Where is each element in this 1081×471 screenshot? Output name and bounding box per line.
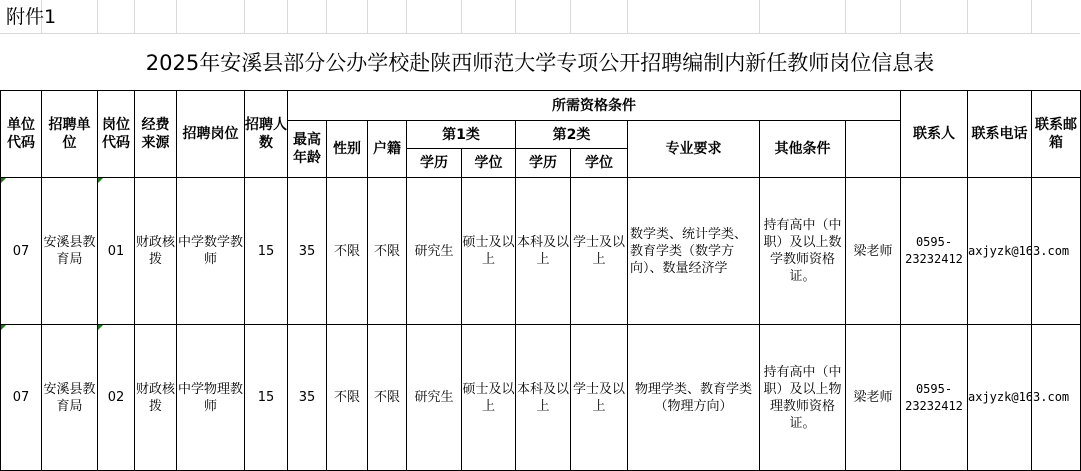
header-cat1-edu: 学历	[407, 149, 462, 178]
table-row	[1, 178, 1081, 325]
header-household: 户籍	[368, 121, 407, 178]
header-qualifications: 所需资格条件	[288, 91, 901, 121]
post-code-cell: 01	[98, 178, 135, 325]
header-unit-code: 单位代码	[1, 91, 42, 178]
header-cat2-degree: 学位	[571, 149, 628, 178]
header-post: 招聘岗位	[177, 91, 245, 178]
header-other: 其他条件	[760, 121, 846, 178]
header-phone: 联系电话	[968, 91, 1032, 178]
phone-cell: 0595-23232412	[901, 178, 968, 325]
cat1-degree-cell: 硕士及以上	[462, 325, 516, 471]
table-row	[1, 325, 1081, 471]
header-count: 招聘人数	[245, 91, 288, 178]
header-unit: 招聘单位	[42, 91, 98, 178]
post-code-cell: 02	[98, 325, 135, 471]
household-cell: 不限	[368, 325, 407, 471]
contact-cell: 梁老师	[846, 325, 901, 471]
unit-cell: 安溪县教育局	[42, 325, 98, 471]
header-email: 联系邮箱	[1032, 91, 1081, 178]
header-max-age: 最高年龄	[288, 121, 327, 178]
post-cell: 中学物理教师	[177, 325, 245, 471]
gender-cell: 不限	[327, 325, 368, 471]
max-age-cell: 35	[288, 325, 327, 471]
header-cat1-degree: 学位	[462, 149, 516, 178]
phone-cell: 0595-23232412	[901, 325, 968, 471]
cat2-edu-cell: 本科及以上	[516, 178, 571, 325]
cat2-degree-cell: 学士及以上	[571, 325, 628, 471]
household-cell: 不限	[368, 178, 407, 325]
major-cell: 物理学类、教育学类（物理方向）	[628, 325, 760, 471]
count-cell: 15	[245, 325, 288, 471]
cat1-edu-cell: 研究生	[407, 325, 462, 471]
other-cell: 持有高中（中职）及以上物理教师资格证。	[760, 325, 846, 471]
cat1-edu-cell: 研究生	[407, 178, 462, 325]
header-contact: 联系人	[901, 91, 968, 178]
cat2-degree-cell: 学士及以上	[571, 178, 628, 325]
header-cat2-edu: 学历	[516, 149, 571, 178]
attachment-label: 附件1	[6, 6, 57, 28]
gender-cell: 不限	[327, 178, 368, 325]
max-age-cell: 35	[288, 178, 327, 325]
unit-cell: 安溪县教育局	[42, 178, 98, 325]
header-gender: 性别	[327, 121, 368, 178]
email-cell: axjyzk@163.com	[968, 325, 1032, 471]
header-category-1: 第1类	[407, 121, 516, 149]
unit-code-cell: 07	[1, 178, 42, 325]
page-title: 2025年安溪县部分公办学校赴陕西师范大学专项公开招聘编制内新任教师岗位信息表	[145, 51, 935, 75]
fund-cell: 财政核拨	[135, 325, 177, 471]
header-category-2: 第2类	[516, 121, 628, 149]
job-info-table	[0, 90, 1081, 471]
header-post-code: 岗位代码	[98, 91, 135, 178]
count-cell: 15	[245, 178, 288, 325]
header-major: 专业要求	[628, 121, 760, 178]
major-cell: 数学类、统计学类、教育学类（数学方向）、数量经济学	[628, 178, 760, 325]
other-cell: 持有高中（中职）及以上数学教师资格证。	[760, 178, 846, 325]
contact-cell: 梁老师	[846, 178, 901, 325]
fund-cell: 财政核拨	[135, 178, 177, 325]
cat1-degree-cell: 硕士及以上	[462, 178, 516, 325]
cat2-edu-cell: 本科及以上	[516, 325, 571, 471]
email-cell: axjyzk@163.com	[968, 178, 1032, 325]
header-fund: 经费来源	[135, 91, 177, 178]
post-cell: 中学数学教师	[177, 178, 245, 325]
unit-code-cell: 07	[1, 325, 42, 471]
